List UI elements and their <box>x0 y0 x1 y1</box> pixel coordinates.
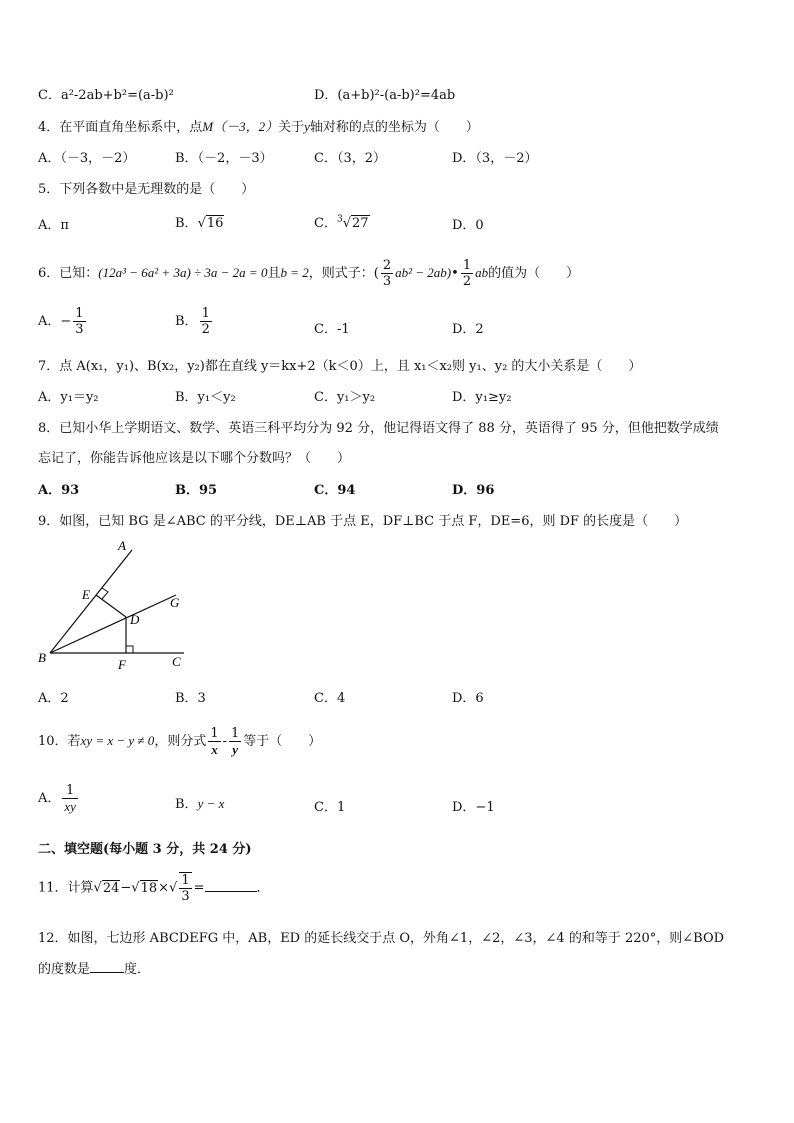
q3-option-c: C．a²-2ab+b²=(a-b)² <box>38 88 174 103</box>
q4-option-b: B．（－2，－3） <box>175 151 273 166</box>
q3-option-d: D．(a+b)²-(a-b)²=4ab <box>314 88 456 103</box>
q6-option-b: B． $\frac{1}{2}$ <box>175 306 210 337</box>
q9-option-c: C．4 <box>314 691 346 706</box>
q5-option-a: A．π <box>38 218 69 233</box>
label-f: F <box>118 657 126 672</box>
q12-stem-line2: 的度数是 度． <box>38 962 151 977</box>
q9-angle-diagram <box>30 535 200 675</box>
q6-option-a: A．− $\frac{1}{3}$ <box>38 306 84 337</box>
q5-option-d: D．0 <box>452 218 484 233</box>
q10-stem: 10．若xy = x − y ≠ 0，则分式 $\frac{1}{x}$ - $\frac{1}{y}$ 等于（ ） <box>38 726 322 757</box>
right-angle-f <box>126 646 133 653</box>
q6-option-d: D．2 <box>452 322 484 337</box>
q9-stem: 9．如图，已知 BG 是∠ABC 的平分线，DE⊥AB 于点 E，DF⊥BC 于点 F，DE=6，则 DF 的长度是（ ） <box>38 514 688 529</box>
label-g: G <box>170 595 180 610</box>
q10-option-b: B．y − x <box>175 796 225 812</box>
line-bg <box>50 595 176 653</box>
q4-option-a: A．（－3，－2） <box>38 151 136 166</box>
q5-option-b: B．√16 <box>175 216 224 231</box>
q9-option-b: B．3 <box>175 691 206 706</box>
q7-option-a: A．y₁＝y₂ <box>38 390 99 405</box>
q11-answer-blank[interactable] <box>205 880 257 892</box>
q4-stem: 4．在平面直角坐标系中，点M（－3，2）关于y轴对称的点的坐标为（ ） <box>38 119 479 135</box>
q11-stem: 11．计算√24−√18×√ $\frac{1}{3}$ = ． <box>38 873 270 904</box>
q5-stem: 5．下列各数中是无理数的是（ ） <box>38 182 255 197</box>
q6-stem: 6．已知：(12a³ − 6a² + 3a) ÷ 3a − 2a = 0且b = 2，则式子：( $\frac{2}{3}$ ab² − 2ab)• $\frac{1}{2}$ ab的值为（ ） <box>38 258 580 289</box>
q12-stem-line1: 12．如图，七边形 ABCDEFG 中，AB，ED 的延长线交于点 O，外角∠1，∠2，∠3，∠4 的和等于 220°，则∠BOD <box>38 931 725 946</box>
label-d: D <box>130 612 140 627</box>
q9-option-d: D．6 <box>452 691 484 706</box>
q6-option-c: C．-1 <box>314 322 350 337</box>
q12-answer-blank[interactable] <box>90 961 124 973</box>
q8-stem-line2: 忘记了，你能告诉他应该是以下哪个分数吗？（ ） <box>38 451 351 466</box>
q8-option-b: B．95 <box>175 483 218 498</box>
q4-option-d: D．（3，－2） <box>452 151 538 166</box>
line-ba <box>50 550 132 653</box>
q9-option-a: A．2 <box>38 691 69 706</box>
q8-option-c: C．94 <box>314 483 356 498</box>
q10-option-a: A． $\frac{1}{xy}$ <box>38 783 76 814</box>
q5-option-c: C．$^3$√27 <box>314 214 369 231</box>
q7-option-d: D．y₁≥y₂ <box>452 390 512 405</box>
q7-stem: 7．点 A(x₁，y₁)、B(x₂，y₂)都在直线 y＝kx+2（k＜0）上，且 x₁＜x₂则 y₁、y₂ 的大小关系是（ ） <box>38 359 642 374</box>
label-e: E <box>82 587 90 602</box>
label-c: C <box>172 654 181 669</box>
section-2-title: 二、填空题(每小题 3 分，共 24 分) <box>38 842 252 857</box>
right-angle-e <box>102 588 108 599</box>
label-b: B <box>38 650 46 665</box>
q8-stem-line1: 8．已知小华上学期语文、数学、英语三科平均分为 92 分，他记得语文得了 88 分，英语得了 95 分，但他把数学成绩 <box>38 421 719 436</box>
segment-de <box>96 595 126 617</box>
q8-option-d: D．96 <box>452 483 495 498</box>
q7-option-b: B．y₁＜y₂ <box>175 390 236 405</box>
q10-option-d: D．−1 <box>452 800 495 815</box>
label-a: A <box>118 538 126 553</box>
q10-option-c: C．1 <box>314 800 346 815</box>
q8-option-a: A．93 <box>38 483 80 498</box>
q7-option-c: C．y₁＞y₂ <box>314 390 376 405</box>
q4-option-c: C．（3，2） <box>314 151 386 166</box>
